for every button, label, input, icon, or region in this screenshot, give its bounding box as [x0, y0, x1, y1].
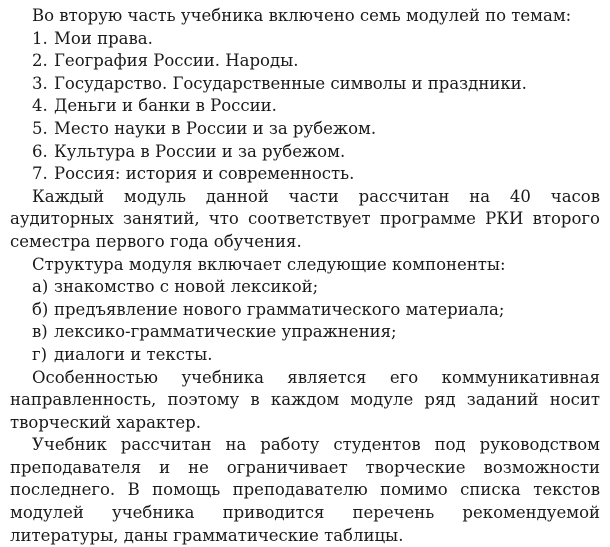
teacher-paragraph: Учебник рассчитан на работу студентов под руководством преподавателя и не ограничивает творческие возможности последнего. В помощь преподавателю помимо списка текстов модулей учебника приводится перечень рекомендуемой литературы, даны грамматические таблицы. — [10, 435, 600, 545]
list-item-text: Культура в России и за рубежом. — [54, 141, 346, 161]
list-item-text: предъявление нового грамматического материала; — [54, 299, 505, 319]
list-item — [10, 73, 600, 96]
list-item — [10, 276, 600, 299]
list-item-text: Место науки в России и за рубежом. — [54, 118, 377, 138]
list-item — [10, 28, 600, 51]
list-item-text: Деньги и банки в России. — [54, 96, 277, 116]
list-item-text: Россия: история и современность. — [54, 164, 355, 184]
list-marker: 2. — [32, 51, 48, 71]
list-marker: 4. — [32, 96, 48, 116]
intro-paragraph: Во вторую часть учебника включено семь модулей по темам: — [32, 6, 572, 25]
list-marker: а) — [32, 277, 49, 297]
list-item-text: диалоги и тексты. — [54, 344, 213, 364]
list-marker: 6. — [32, 141, 48, 161]
modules-list — [10, 28, 600, 186]
list-item — [10, 299, 600, 322]
components-list — [10, 276, 600, 366]
list-marker: г) — [32, 344, 48, 364]
list-item — [10, 163, 600, 186]
list-item-text: Мои права. — [54, 28, 153, 48]
list-item — [10, 118, 600, 141]
hours-paragraph: Каждый модуль данной части рассчитан на 40 часов аудиторных занятий, что соответствует программе РКИ второго семестра первого года обучения. — [10, 186, 600, 251]
list-marker: 3. — [32, 73, 48, 93]
list-item-text: лексико-грамматические упражнения; — [54, 322, 397, 342]
structure-intro-paragraph: Структура модуля включает следующие компоненты: — [32, 254, 506, 274]
list-item-text: Государство. Государственные символы и праздники. — [54, 73, 527, 93]
list-marker: 7. — [32, 164, 48, 184]
list-item — [10, 141, 600, 164]
list-item — [10, 344, 600, 367]
list-item — [10, 321, 600, 344]
list-item — [10, 50, 600, 73]
list-marker: 5. — [32, 118, 48, 138]
list-item-text: География России. Народы. — [54, 51, 299, 71]
list-marker: 1. — [32, 28, 48, 48]
list-marker: в) — [32, 322, 48, 342]
list-marker: б) — [32, 299, 49, 319]
list-item — [10, 95, 600, 118]
feature-paragraph: Особенностью учебника является его коммуникативная направленность, поэтому в каждом модуле ряд заданий носит творческий характер. — [10, 367, 600, 432]
list-item-text: знакомство с новой лексикой; — [54, 277, 319, 297]
